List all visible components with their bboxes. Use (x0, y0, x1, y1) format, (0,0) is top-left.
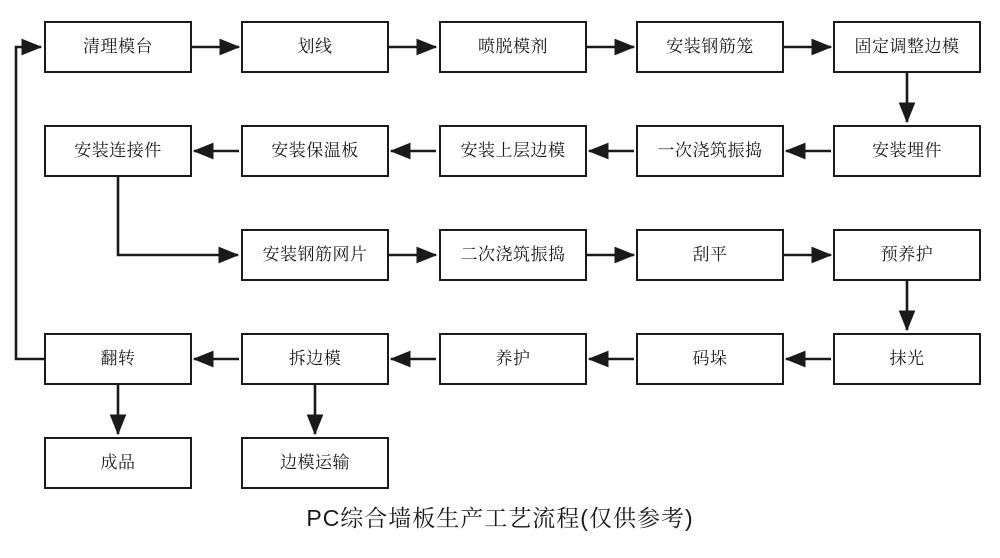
node-label: 二次浇筑振捣 (460, 244, 566, 264)
node-label: 安装钢筋笼 (666, 36, 754, 56)
node-label: 预养护 (880, 244, 934, 264)
process-node-spray-release-agent[interactable] (439, 21, 587, 73)
process-node-turnover[interactable] (44, 333, 192, 385)
node-label: 安装上层边模 (460, 140, 566, 160)
process-node-second-pour-vibrate[interactable] (439, 229, 587, 281)
connector-n19-n1 (16, 47, 44, 359)
process-node-remove-side-mold[interactable] (241, 333, 389, 385)
process-node-first-pour-vibrate[interactable] (636, 125, 784, 177)
process-node-install-embedded-parts[interactable] (833, 125, 981, 177)
process-node-side-mold-transport[interactable] (241, 437, 389, 489)
process-node-curing[interactable] (439, 333, 587, 385)
process-node-install-rebar-mesh[interactable] (241, 229, 389, 281)
node-label: 安装连接件 (74, 140, 162, 160)
node-label: 抹光 (889, 348, 925, 368)
process-node-troweling[interactable] (833, 333, 981, 385)
process-node-stacking[interactable] (636, 333, 784, 385)
node-label: 安装埋件 (872, 140, 942, 160)
node-label: 一次浇筑振捣 (657, 140, 763, 160)
node-label: 拆边模 (288, 348, 342, 368)
process-node-install-connectors[interactable] (44, 125, 192, 177)
node-label: 清理模台 (83, 36, 153, 56)
process-node-install-insulation-board[interactable] (241, 125, 389, 177)
connector-n10-n11 (118, 177, 238, 255)
process-node-clean-mold-table[interactable] (44, 21, 192, 73)
process-node-fix-adjust-side-mold[interactable] (833, 21, 981, 73)
process-node-finished-product[interactable] (44, 437, 192, 489)
node-label: 刮平 (692, 244, 728, 264)
node-label: 边模运输 (280, 452, 350, 472)
process-node-install-rebar-cage[interactable] (636, 21, 784, 73)
node-label: 喷脱模剂 (478, 36, 548, 56)
process-node-screeding[interactable] (636, 229, 784, 281)
node-label: 安装钢筋网片 (262, 244, 368, 264)
node-label: 码垛 (692, 348, 728, 368)
node-label: 固定调整边模 (854, 36, 960, 56)
node-label: 养护 (495, 348, 531, 368)
process-node-install-upper-side-mold[interactable] (439, 125, 587, 177)
node-label: 成品 (100, 452, 136, 472)
node-label: 安装保温板 (271, 140, 359, 160)
process-node-marking[interactable] (241, 21, 389, 73)
process-node-pre-curing[interactable] (833, 229, 981, 281)
node-label: 划线 (297, 36, 333, 56)
diagram-caption: PC综合墙板生产工艺流程(仅供参考) (306, 505, 694, 531)
node-label: 翻转 (100, 348, 136, 368)
